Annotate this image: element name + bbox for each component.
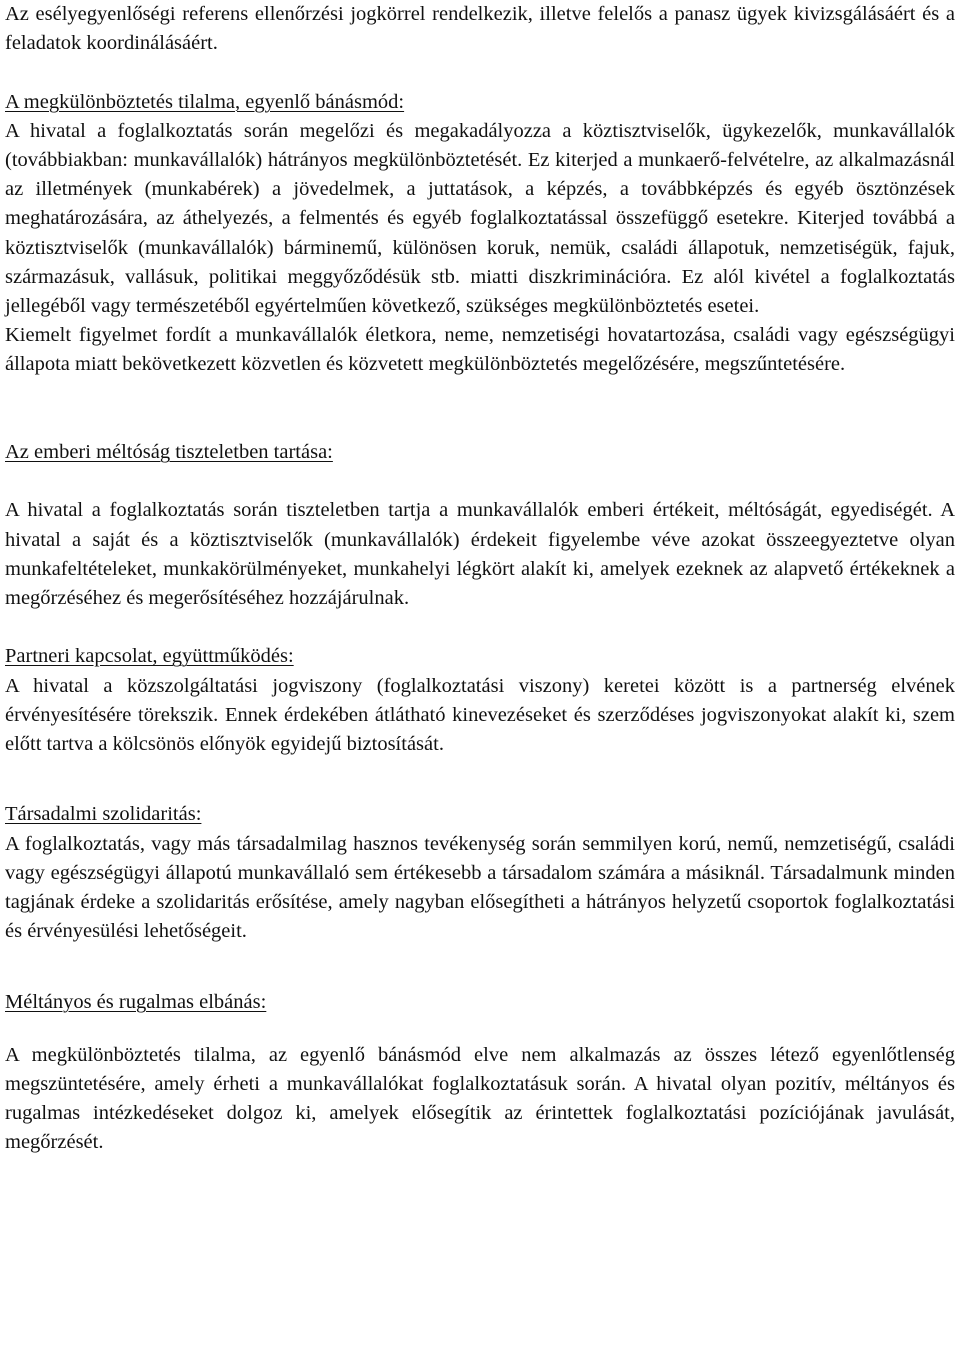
- heading-human-dignity: Az emberi méltóság tiszteletben tartása:: [5, 441, 333, 463]
- paragraph-equal-treatment-1: A hivatal a foglalkoztatás során megelőzi és megakadályozza a köztisztviselők, ügykezelők, munkavállalók (továbbiakban: munkavállalók) hátrányos megkülönböztetését. Ez kiterjed a munkaerő-felvételre, az alkalmazásnál az illetmények (munkabérek) a jövedelmek, a juttatások, a képzés, a továbbképzés és egyéb ösztönzések meghatározására, az áthelyezés, a felmentés és egyéb foglalkoztatással összefüggő esetekre. Kiterjed továbbá a köztisztviselők (munkavállalók) bárminemű, különösen koruk, nemük, családi állapotuk, nemzetiségük, fajuk, származásuk, vallásuk, politikai meggyőződésük stb. miatti diszkriminációra. Ez alól kivétel a foglalkoztatás jellegéből vagy természetéből egyértelműen következő, szükséges megkülönböztetés esetei.: [5, 119, 955, 318]
- paragraph-partnership: A hivatal a közszolgáltatási jogviszony (foglalkoztatási viszony) keretei között is a partnerség elvének érvényesítésére törekszik. Ennek érdekében átlátható kinevezéseket és szerződéses jogviszonyokat alakít ki, szem előtt tartva a kölcsönös előnyök egyidejű biztosítását.: [5, 674, 955, 755]
- paragraph-human-dignity: A hivatal a foglalkoztatás során tiszteletben tartja a munkavállalók emberi értékeit, méltóságát, egyediségét. A hivatal a saját és a köztisztviselők (munkavállalók) érdekeit figyelembe véve azokat összeegyeztetve olyan munkafeltételeket, munkakörülményeket, munkahelyi légkört alakít ki, amelyek ezeknek az alapvető értékeknek a megőrzéséhez és megerősítéséhez hozzájárulnak.: [5, 499, 955, 609]
- document-page: [5, 0, 955, 1158]
- heading-partnership: Partneri kapcsolat, együttműködés:: [5, 645, 294, 668]
- heading-equal-treatment: A megkülönböztetés tilalma, egyenlő bánásmód:: [5, 90, 405, 113]
- paragraph-equal-treatment-2: Kiemelt figyelmet fordít a munkavállalók életkora, neme, nemzetiségi hovatartozása, családi vagy egészségügyi állapota miatt bekövetkezett közvetlen és közvetett megkülönböztetés megelőzésére, megszűntetésére.: [5, 324, 955, 376]
- paragraph-social-solidarity: A foglalkoztatás, vagy más társadalmilag hasznos tevékenység során semmilyen korú, nemű, nemzetiségű, családi vagy egészségügyi állapotú munkavállaló sem értékesebb a társadalom számára a másiknál. Társadalmunk minden tagjának érdeke a szolidaritás erősítése, amely nagyban elősegítheti a hátrányos helyzetű csoportok foglalkoztatási és érvényesülési lehetőségeit.: [5, 832, 955, 943]
- heading-social-solidarity: Társadalmi szolidaritás:: [5, 803, 202, 826]
- intro-paragraph: Az esélyegyenlőségi referens ellenőrzési jogkörrel rendelkezik, illetve felelős a panasz ügyek kivizsgálásáért és a feladatok koordinálásáért.: [5, 3, 955, 55]
- heading-fair-flexible: Méltányos és rugalmas elbánás:: [5, 990, 267, 1013]
- paragraph-fair-flexible: A megkülönböztetés tilalma, az egyenlő bánásmód elve nem alkalmazás az összes létező egyenlőtlenség megszüntetésére, amely érheti a munkavállalókat foglalkoztatásuk során. A hivatal olyan pozitív, méltányos és rugalmas intézkedéseket dolgoz ki, amelyek elősegítik az érintettek foglalkoztatási pozíciójának javulását, megőrzését.: [5, 1043, 955, 1154]
